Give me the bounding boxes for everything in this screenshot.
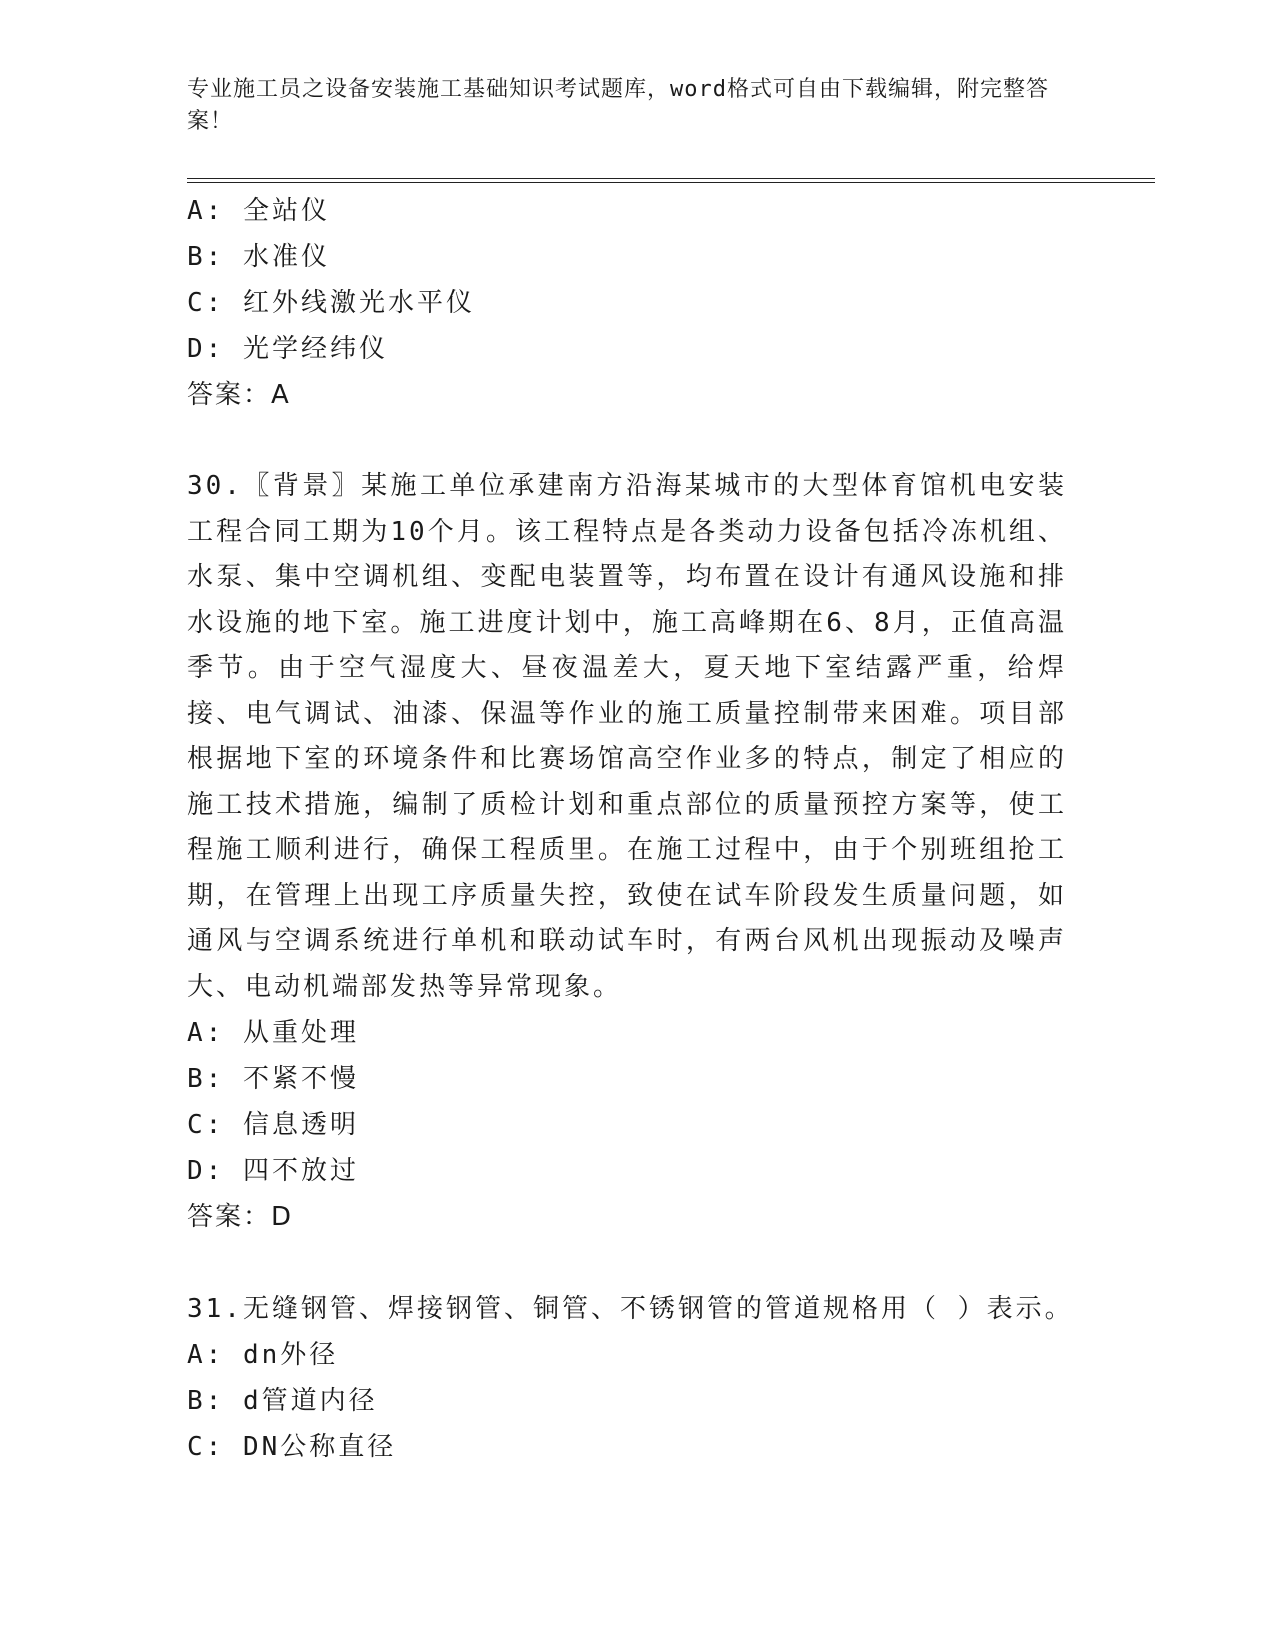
option-b: B: 水准仪	[187, 242, 330, 272]
header-divider-bottom	[187, 182, 1155, 183]
question-stem: 31.无缝钢管、焊接钢管、铜管、不锈钢管的管道规格用（ ）表示。	[187, 1294, 1074, 1324]
document-header: 专业施工员之设备安装施工基础知识考试题库，word格式可自由下载编辑，附完整答案！	[187, 77, 1049, 134]
answer-label: 答案：D	[187, 1202, 294, 1232]
option-c: C: 红外线激光水平仪	[187, 288, 475, 318]
question-stem: 30.〖背景〗某施工单位承建南方沿海某城市的大型体育馆机电安装工程合同工期为10个月。该工程特点是各类动力设备包括冷冻机组、水泵、集中空调机组、变配电装置等，均布置在设计有通风设施和排水设施的地下室。施工进度计划中，施工高峰期在6、8月，正值高温季节。由于空气湿度大、昼夜温差大，夏天地下室结露严重，给焊接、电气调试、油漆、保温等作业的施工质量控制带来困难。项目部根据地下室的环境条件和比赛场馆高空作业多的特点，制定了相应的施工技术措施，编制了质检计划和重点部位的质量预控方案等，使工程施工顺利进行，确保工程质里。在施工过程中，由于个别班组抢工期，在管理上出现工序质量失控，致使在试车阶段发生质量问题，如通风与空调系统进行单机和联动试车时，有两台风机出现振动及噪声大、电动机端部发热等异常现象。	[187, 471, 1067, 1002]
spacer	[187, 418, 1067, 464]
document-body	[187, 188, 1074, 1470]
spacer	[187, 1240, 1067, 1286]
option-d: D: 光学经纬仪	[187, 334, 388, 364]
option-c: C: DN公称直径	[187, 1432, 397, 1462]
option-a: A: dn外径	[187, 1340, 339, 1370]
question-30-block	[187, 464, 1067, 1240]
answer-label: 答案：A	[187, 380, 291, 410]
option-c: C: 信息透明	[187, 1110, 359, 1140]
option-b: B: d管道内径	[187, 1386, 378, 1416]
question-29-block	[187, 188, 1067, 418]
question-31-block	[187, 1286, 1074, 1470]
header-divider-top	[187, 178, 1155, 179]
option-a: A: 全站仪	[187, 196, 330, 226]
option-b: B: 不紧不慢	[187, 1064, 359, 1094]
option-d: D: 四不放过	[187, 1156, 359, 1186]
option-a: A: 从重处理	[187, 1018, 359, 1048]
